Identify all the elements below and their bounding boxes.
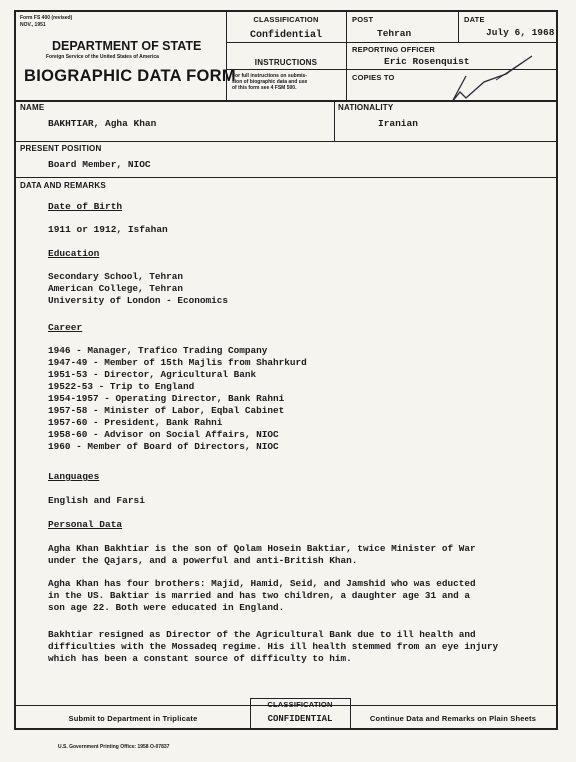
personal-paragraph-2: Agha Khan has four brothers: Majid, Hamid, Seid, and Jamshid who was educted in the US. Baktiar is married and has two children, a daughter age 31 and a son age 22. Both were educated in England.: [48, 578, 476, 613]
career-heading: Career: [48, 322, 83, 333]
date-value: July 6, 1968: [486, 27, 555, 38]
reporting-officer-label: REPORTING OFFICER: [352, 45, 435, 54]
name-label: NAME: [20, 103, 45, 112]
present-position-value: Board Member, NIOC: [48, 159, 151, 170]
form-date: NOV., 1951: [20, 22, 46, 28]
name-divider: [334, 100, 335, 141]
education-list: [48, 271, 228, 307]
handwritten-mark-icon: [396, 32, 536, 112]
list-item: 19522-53 - Trip to England: [48, 381, 195, 392]
footer-divider: [350, 698, 351, 728]
submit-instruction: Submit to Department in Triplicate: [68, 714, 198, 723]
languages-heading: Languages: [48, 471, 100, 482]
nationality-value: Iranian: [378, 118, 418, 129]
form-number: Form FS 400 (revised): [20, 15, 73, 21]
dob-value: 1911 or 1912, Isfahan: [48, 224, 168, 235]
section-rule: [16, 177, 556, 178]
career-list: [48, 345, 307, 453]
classification-value: Confidential: [249, 30, 322, 41]
instructions-text: For full instructions on submis- sion of biographic data and use of this form see 4 FSM 500.: [232, 73, 308, 91]
department-title: DEPARTMENT OF STATE: [52, 39, 202, 53]
list-item: 1957-58 - Minister of Labor, Eqbal Cabinet: [48, 405, 285, 416]
dob-heading: Date of Birth: [48, 201, 123, 212]
languages-value: English and Farsi: [48, 495, 145, 506]
post-value: Tehran: [377, 28, 412, 39]
header-rule: [226, 69, 346, 70]
name-value: BAKHTIAR, Agha Khan: [48, 118, 157, 129]
nationality-label: NATIONALITY: [338, 103, 394, 112]
printer-imprint: U.S. Government Printing Office: 1958 O-07837: [58, 744, 170, 750]
department-subtitle: Foreign Service of the United States of America: [46, 54, 159, 60]
education-heading: Education: [48, 248, 100, 259]
footer-classification-value: CONFIDENTIAL: [267, 714, 333, 724]
list-item: 1957-60 - President, Bank Rahni: [48, 417, 223, 428]
footer-rule: [250, 698, 350, 699]
personal-paragraph-3: Bakhtiar resigned as Director of the Agricultural Bank due to ill health and difficulties with the Mossadeq regime. His ill health stemmed from an eye injury which has been a constant source of difficulty to him.: [48, 629, 499, 664]
date-label: DATE: [464, 15, 485, 24]
reporting-officer-value: Eric Rosenquist: [384, 56, 470, 67]
present-position-label: PRESENT POSITION: [20, 144, 102, 153]
post-label: POST: [352, 15, 374, 24]
biographic-data-form: [14, 10, 558, 730]
classification-label: CLASSIFICATION: [253, 15, 319, 24]
list-item: 1954-1957 - Operating Director, Bank Rahni: [48, 393, 285, 404]
instructions-label: INSTRUCTIONS: [254, 58, 318, 67]
list-item: American College, Tehran: [48, 283, 184, 294]
footer-classification-label: CLASSIFICATION: [267, 700, 333, 709]
data-and-remarks-label: DATA AND REMARKS: [20, 181, 106, 190]
header-divider: [226, 12, 227, 100]
list-item: 1960 - Member of Board of Directors, NIOC: [48, 441, 279, 452]
copies-to-label: COPIES TO: [352, 73, 395, 82]
header-divider: [346, 12, 347, 100]
personal-data-heading: Personal Data: [48, 519, 123, 530]
list-item: 1947-49 - Member of 15th Majlis from Shahrkurd: [48, 357, 307, 368]
list-item: University of London - Economics: [48, 295, 229, 306]
list-item: 1946 - Manager, Trafico Trading Company: [48, 345, 268, 356]
continue-instruction: Continue Data and Remarks on Plain Sheets: [369, 714, 537, 723]
personal-paragraph-1: Agha Khan Bakhtiar is the son of Qolam Hosein Baktiar, twice Minister of War under the Qajars, and a powerful and anti-British Khan.: [48, 543, 476, 566]
list-item: 1951-53 - Director, Agricultural Bank: [48, 369, 257, 380]
header-rule: [226, 42, 346, 43]
list-item: 1958-60 - Advisor on Social Affairs, NIOC: [48, 429, 279, 440]
list-item: Secondary School, Tehran: [48, 271, 184, 282]
form-title: BIOGRAPHIC DATA FORM: [24, 67, 236, 85]
section-rule: [16, 141, 556, 142]
